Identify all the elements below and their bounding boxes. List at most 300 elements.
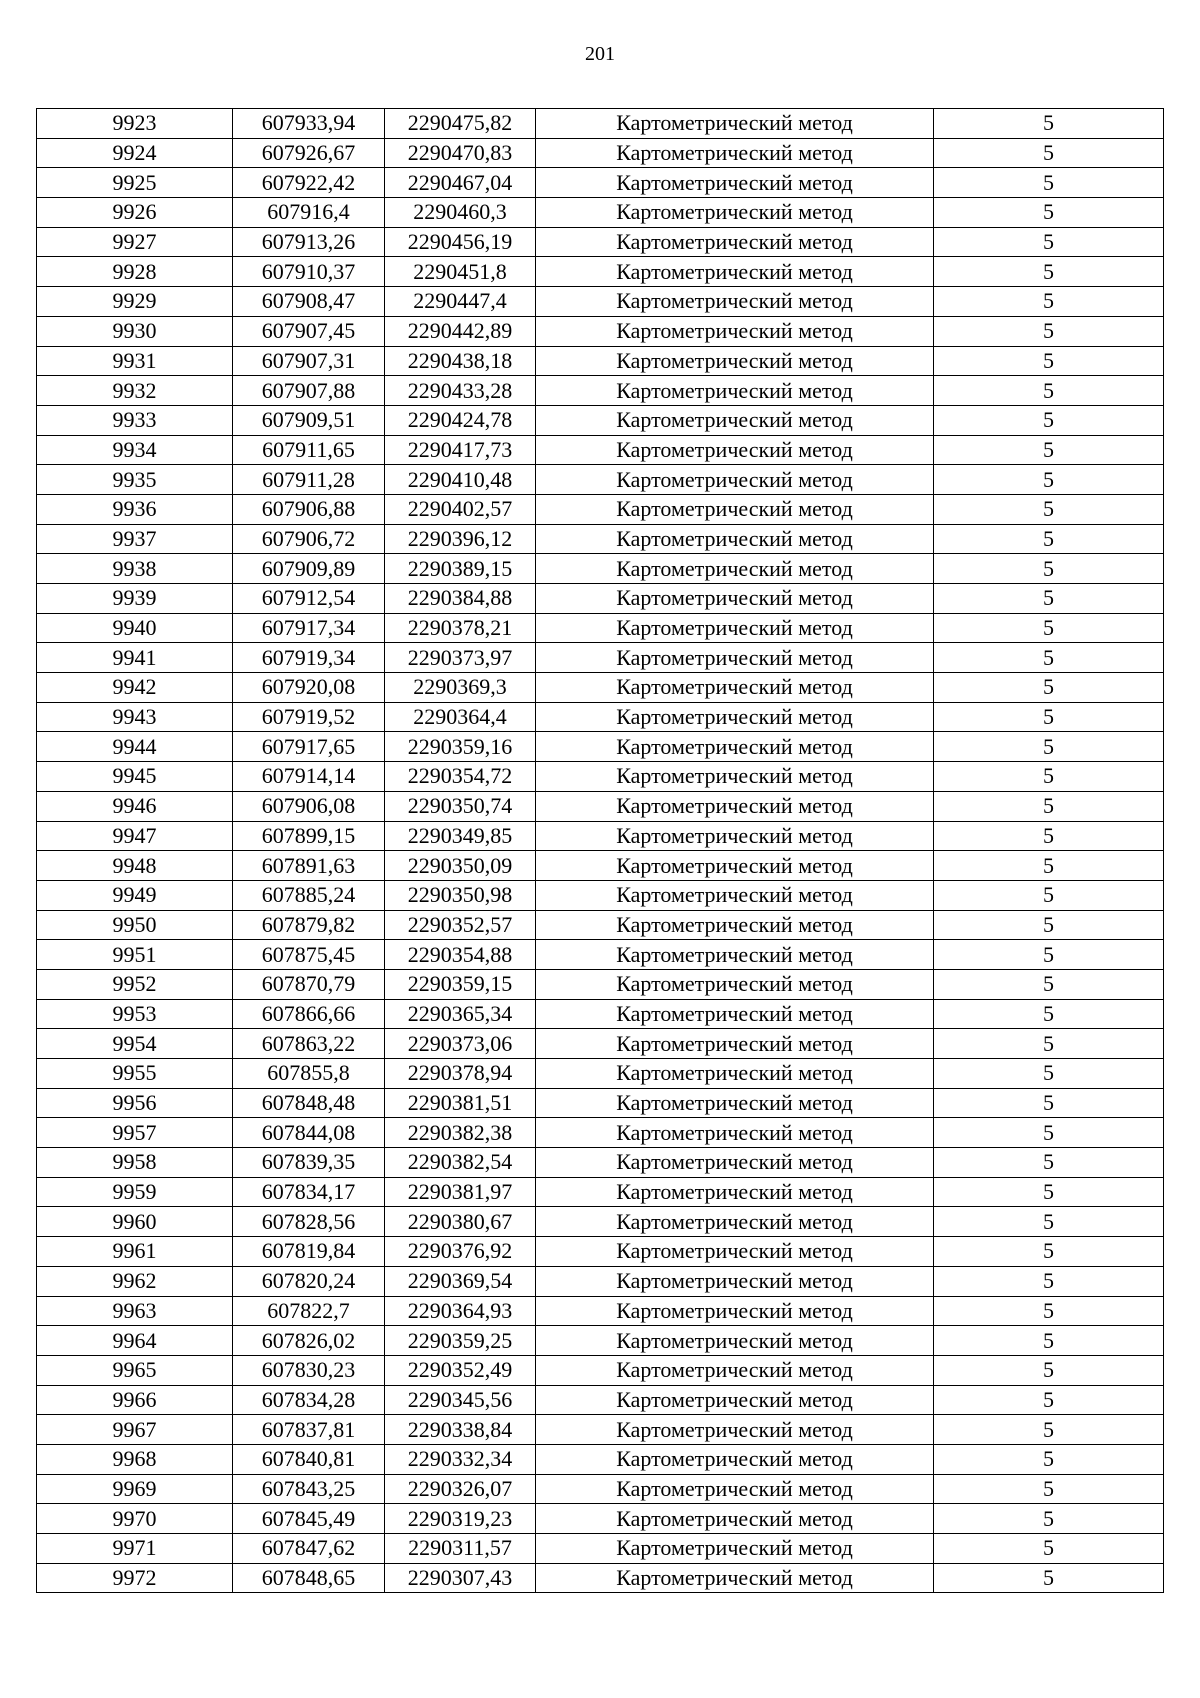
accuracy-cell: 5 <box>934 969 1164 999</box>
table-row <box>37 762 1164 792</box>
accuracy-cell: 5 <box>934 1059 1164 1089</box>
method-cell: Картометрический метод <box>536 1237 934 1267</box>
x-coordinate-cell: 607820,24 <box>233 1266 385 1296</box>
x-coordinate-cell: 607837,81 <box>233 1415 385 1445</box>
x-coordinate-cell: 607913,26 <box>233 227 385 257</box>
y-coordinate-cell: 2290376,92 <box>385 1237 536 1267</box>
y-coordinate-cell: 2290373,06 <box>385 1029 536 1059</box>
method-cell: Картометрический метод <box>536 316 934 346</box>
method-cell: Картометрический метод <box>536 1177 934 1207</box>
method-cell: Картометрический метод <box>536 732 934 762</box>
point-number-cell: 9949 <box>37 880 233 910</box>
y-coordinate-cell: 2290352,57 <box>385 910 536 940</box>
method-cell: Картометрический метод <box>536 1207 934 1237</box>
point-number-cell: 9950 <box>37 910 233 940</box>
x-coordinate-cell: 607926,67 <box>233 138 385 168</box>
point-number-cell: 9936 <box>37 494 233 524</box>
point-number-cell: 9945 <box>37 762 233 792</box>
table-row <box>37 1088 1164 1118</box>
x-coordinate-cell: 607914,14 <box>233 762 385 792</box>
table-row <box>37 940 1164 970</box>
point-number-cell: 9972 <box>37 1563 233 1593</box>
y-coordinate-cell: 2290350,74 <box>385 791 536 821</box>
table-row <box>37 880 1164 910</box>
accuracy-cell: 5 <box>934 435 1164 465</box>
point-number-cell: 9935 <box>37 465 233 495</box>
point-number-cell: 9944 <box>37 732 233 762</box>
point-number-cell: 9923 <box>37 109 233 139</box>
accuracy-cell: 5 <box>934 1237 1164 1267</box>
accuracy-cell: 5 <box>934 762 1164 792</box>
accuracy-cell: 5 <box>934 376 1164 406</box>
y-coordinate-cell: 2290410,48 <box>385 465 536 495</box>
method-cell: Картометрический метод <box>536 673 934 703</box>
y-coordinate-cell: 2290467,04 <box>385 168 536 198</box>
y-coordinate-cell: 2290424,78 <box>385 405 536 435</box>
y-coordinate-cell: 2290311,57 <box>385 1534 536 1564</box>
y-coordinate-cell: 2290456,19 <box>385 227 536 257</box>
table-row <box>37 732 1164 762</box>
method-cell: Картометрический метод <box>536 168 934 198</box>
x-coordinate-cell: 607906,88 <box>233 494 385 524</box>
accuracy-cell: 5 <box>934 791 1164 821</box>
point-number-cell: 9942 <box>37 673 233 703</box>
method-cell: Картометрический метод <box>536 1059 934 1089</box>
accuracy-cell: 5 <box>934 880 1164 910</box>
point-number-cell: 9931 <box>37 346 233 376</box>
x-coordinate-cell: 607912,54 <box>233 584 385 614</box>
y-coordinate-cell: 2290364,4 <box>385 702 536 732</box>
y-coordinate-cell: 2290447,4 <box>385 287 536 317</box>
point-number-cell: 9953 <box>37 999 233 1029</box>
x-coordinate-cell: 607907,31 <box>233 346 385 376</box>
x-coordinate-cell: 607839,35 <box>233 1148 385 1178</box>
accuracy-cell: 5 <box>934 198 1164 228</box>
method-cell: Картометрический метод <box>536 1266 934 1296</box>
method-cell: Картометрический метод <box>536 405 934 435</box>
table-row <box>37 376 1164 406</box>
y-coordinate-cell: 2290373,97 <box>385 643 536 673</box>
table-row <box>37 1444 1164 1474</box>
y-coordinate-cell: 2290396,12 <box>385 524 536 554</box>
x-coordinate-cell: 607834,17 <box>233 1177 385 1207</box>
x-coordinate-cell: 607819,84 <box>233 1237 385 1267</box>
x-coordinate-cell: 607826,02 <box>233 1326 385 1356</box>
y-coordinate-cell: 2290338,84 <box>385 1415 536 1445</box>
point-number-cell: 9928 <box>37 257 233 287</box>
table-row <box>37 198 1164 228</box>
x-coordinate-cell: 607917,34 <box>233 613 385 643</box>
accuracy-cell: 5 <box>934 1355 1164 1385</box>
y-coordinate-cell: 2290378,21 <box>385 613 536 643</box>
accuracy-cell: 5 <box>934 554 1164 584</box>
y-coordinate-cell: 2290380,67 <box>385 1207 536 1237</box>
point-number-cell: 9970 <box>37 1504 233 1534</box>
accuracy-cell: 5 <box>934 316 1164 346</box>
table-row <box>37 969 1164 999</box>
method-cell: Картометрический метод <box>536 1385 934 1415</box>
method-cell: Картометрический метод <box>536 969 934 999</box>
accuracy-cell: 5 <box>934 465 1164 495</box>
x-coordinate-cell: 607855,8 <box>233 1059 385 1089</box>
x-coordinate-cell: 607863,22 <box>233 1029 385 1059</box>
x-coordinate-cell: 607920,08 <box>233 673 385 703</box>
point-number-cell: 9967 <box>37 1415 233 1445</box>
x-coordinate-cell: 607911,28 <box>233 465 385 495</box>
y-coordinate-cell: 2290378,94 <box>385 1059 536 1089</box>
table-row <box>37 1296 1164 1326</box>
y-coordinate-cell: 2290417,73 <box>385 435 536 465</box>
accuracy-cell: 5 <box>934 1534 1164 1564</box>
point-number-cell: 9951 <box>37 940 233 970</box>
point-number-cell: 9968 <box>37 1444 233 1474</box>
x-coordinate-cell: 607848,65 <box>233 1563 385 1593</box>
method-cell: Картометрический метод <box>536 1029 934 1059</box>
x-coordinate-cell: 607908,47 <box>233 287 385 317</box>
y-coordinate-cell: 2290438,18 <box>385 346 536 376</box>
point-number-cell: 9952 <box>37 969 233 999</box>
method-cell: Картометрический метод <box>536 1088 934 1118</box>
accuracy-cell: 5 <box>934 1148 1164 1178</box>
accuracy-cell: 5 <box>934 257 1164 287</box>
x-coordinate-cell: 607840,81 <box>233 1444 385 1474</box>
method-cell: Картометрический метод <box>536 940 934 970</box>
accuracy-cell: 5 <box>934 1385 1164 1415</box>
method-cell: Картометрический метод <box>536 524 934 554</box>
method-cell: Картометрический метод <box>536 1355 934 1385</box>
method-cell: Картометрический метод <box>536 1563 934 1593</box>
table-row <box>37 643 1164 673</box>
accuracy-cell: 5 <box>934 613 1164 643</box>
table-row <box>37 168 1164 198</box>
accuracy-cell: 5 <box>934 494 1164 524</box>
table-row <box>37 1266 1164 1296</box>
point-number-cell: 9958 <box>37 1148 233 1178</box>
table-row <box>37 257 1164 287</box>
accuracy-cell: 5 <box>934 405 1164 435</box>
x-coordinate-cell: 607917,65 <box>233 732 385 762</box>
method-cell: Картометрический метод <box>536 1504 934 1534</box>
y-coordinate-cell: 2290350,09 <box>385 851 536 881</box>
point-number-cell: 9955 <box>37 1059 233 1089</box>
y-coordinate-cell: 2290350,98 <box>385 880 536 910</box>
table-row <box>37 851 1164 881</box>
table-row <box>37 1177 1164 1207</box>
method-cell: Картометрический метод <box>536 1296 934 1326</box>
point-number-cell: 9957 <box>37 1118 233 1148</box>
x-coordinate-cell: 607845,49 <box>233 1504 385 1534</box>
y-coordinate-cell: 2290352,49 <box>385 1355 536 1385</box>
point-number-cell: 9937 <box>37 524 233 554</box>
accuracy-cell: 5 <box>934 732 1164 762</box>
point-number-cell: 9948 <box>37 851 233 881</box>
x-coordinate-cell: 607891,63 <box>233 851 385 881</box>
accuracy-cell: 5 <box>934 1088 1164 1118</box>
x-coordinate-cell: 607919,34 <box>233 643 385 673</box>
table-row <box>37 791 1164 821</box>
x-coordinate-cell: 607879,82 <box>233 910 385 940</box>
method-cell: Картометрический метод <box>536 851 934 881</box>
y-coordinate-cell: 2290354,72 <box>385 762 536 792</box>
accuracy-cell: 5 <box>934 1177 1164 1207</box>
table-row <box>37 138 1164 168</box>
page-number: 201 <box>585 43 615 65</box>
y-coordinate-cell: 2290369,3 <box>385 673 536 703</box>
method-cell: Картометрический метод <box>536 1444 934 1474</box>
table-row <box>37 1474 1164 1504</box>
method-cell: Картометрический метод <box>536 494 934 524</box>
table-row <box>37 821 1164 851</box>
method-cell: Картометрический метод <box>536 287 934 317</box>
table-row <box>37 1207 1164 1237</box>
method-cell: Картометрический метод <box>536 346 934 376</box>
table-row <box>37 1563 1164 1593</box>
accuracy-cell: 5 <box>934 643 1164 673</box>
point-number-cell: 9961 <box>37 1237 233 1267</box>
x-coordinate-cell: 607875,45 <box>233 940 385 970</box>
y-coordinate-cell: 2290365,34 <box>385 999 536 1029</box>
x-coordinate-cell: 607916,4 <box>233 198 385 228</box>
point-number-cell: 9965 <box>37 1355 233 1385</box>
table-row <box>37 405 1164 435</box>
y-coordinate-cell: 2290475,82 <box>385 109 536 139</box>
table-row <box>37 227 1164 257</box>
method-cell: Картометрический метод <box>536 1118 934 1148</box>
point-number-cell: 9927 <box>37 227 233 257</box>
y-coordinate-cell: 2290345,56 <box>385 1385 536 1415</box>
x-coordinate-cell: 607933,94 <box>233 109 385 139</box>
accuracy-cell: 5 <box>934 673 1164 703</box>
method-cell: Картометрический метод <box>536 584 934 614</box>
point-number-cell: 9963 <box>37 1296 233 1326</box>
method-cell: Картометрический метод <box>536 1415 934 1445</box>
x-coordinate-cell: 607847,62 <box>233 1534 385 1564</box>
method-cell: Картометрический метод <box>536 1326 934 1356</box>
table-row <box>37 1355 1164 1385</box>
method-cell: Картометрический метод <box>536 554 934 584</box>
y-coordinate-cell: 2290389,15 <box>385 554 536 584</box>
method-cell: Картометрический метод <box>536 880 934 910</box>
method-cell: Картометрический метод <box>536 257 934 287</box>
point-number-cell: 9925 <box>37 168 233 198</box>
y-coordinate-cell: 2290433,28 <box>385 376 536 406</box>
method-cell: Картометрический метод <box>536 435 934 465</box>
point-number-cell: 9969 <box>37 1474 233 1504</box>
y-coordinate-cell: 2290382,38 <box>385 1118 536 1148</box>
method-cell: Картометрический метод <box>536 376 934 406</box>
accuracy-cell: 5 <box>934 1504 1164 1534</box>
y-coordinate-cell: 2290332,34 <box>385 1444 536 1474</box>
x-coordinate-cell: 607919,52 <box>233 702 385 732</box>
x-coordinate-cell: 607909,51 <box>233 405 385 435</box>
method-cell: Картометрический метод <box>536 198 934 228</box>
table-row <box>37 1534 1164 1564</box>
table-row <box>37 1326 1164 1356</box>
y-coordinate-cell: 2290359,15 <box>385 969 536 999</box>
y-coordinate-cell: 2290326,07 <box>385 1474 536 1504</box>
accuracy-cell: 5 <box>934 1207 1164 1237</box>
x-coordinate-cell: 607907,88 <box>233 376 385 406</box>
x-coordinate-cell: 607866,66 <box>233 999 385 1029</box>
table-row <box>37 1385 1164 1415</box>
y-coordinate-cell: 2290470,83 <box>385 138 536 168</box>
method-cell: Картометрический метод <box>536 999 934 1029</box>
accuracy-cell: 5 <box>934 1326 1164 1356</box>
x-coordinate-cell: 607870,79 <box>233 969 385 999</box>
table-row <box>37 1148 1164 1178</box>
accuracy-cell: 5 <box>934 287 1164 317</box>
accuracy-cell: 5 <box>934 821 1164 851</box>
table-row <box>37 1059 1164 1089</box>
accuracy-cell: 5 <box>934 346 1164 376</box>
table-row <box>37 673 1164 703</box>
table-row <box>37 494 1164 524</box>
y-coordinate-cell: 2290381,51 <box>385 1088 536 1118</box>
point-number-cell: 9956 <box>37 1088 233 1118</box>
x-coordinate-cell: 607885,24 <box>233 880 385 910</box>
y-coordinate-cell: 2290384,88 <box>385 584 536 614</box>
y-coordinate-cell: 2290460,3 <box>385 198 536 228</box>
table-row <box>37 346 1164 376</box>
accuracy-cell: 5 <box>934 109 1164 139</box>
y-coordinate-cell: 2290369,54 <box>385 1266 536 1296</box>
point-number-cell: 9938 <box>37 554 233 584</box>
method-cell: Картометрический метод <box>536 227 934 257</box>
y-coordinate-cell: 2290359,25 <box>385 1326 536 1356</box>
y-coordinate-cell: 2290349,85 <box>385 821 536 851</box>
y-coordinate-cell: 2290451,8 <box>385 257 536 287</box>
point-number-cell: 9941 <box>37 643 233 673</box>
y-coordinate-cell: 2290354,88 <box>385 940 536 970</box>
accuracy-cell: 5 <box>934 702 1164 732</box>
y-coordinate-cell: 2290382,54 <box>385 1148 536 1178</box>
method-cell: Картометрический метод <box>536 613 934 643</box>
accuracy-cell: 5 <box>934 1474 1164 1504</box>
accuracy-cell: 5 <box>934 940 1164 970</box>
point-number-cell: 9954 <box>37 1029 233 1059</box>
accuracy-cell: 5 <box>934 1563 1164 1593</box>
accuracy-cell: 5 <box>934 1029 1164 1059</box>
table-row <box>37 287 1164 317</box>
accuracy-cell: 5 <box>934 851 1164 881</box>
point-number-cell: 9924 <box>37 138 233 168</box>
accuracy-cell: 5 <box>934 1118 1164 1148</box>
accuracy-cell: 5 <box>934 138 1164 168</box>
y-coordinate-cell: 2290381,97 <box>385 1177 536 1207</box>
x-coordinate-cell: 607922,42 <box>233 168 385 198</box>
point-number-cell: 9926 <box>37 198 233 228</box>
x-coordinate-cell: 607844,08 <box>233 1118 385 1148</box>
table-row <box>37 910 1164 940</box>
method-cell: Картометрический метод <box>536 138 934 168</box>
point-number-cell: 9933 <box>37 405 233 435</box>
x-coordinate-cell: 607834,28 <box>233 1385 385 1415</box>
table-row <box>37 1415 1164 1445</box>
x-coordinate-cell: 607828,56 <box>233 1207 385 1237</box>
accuracy-cell: 5 <box>934 999 1164 1029</box>
x-coordinate-cell: 607907,45 <box>233 316 385 346</box>
x-coordinate-cell: 607910,37 <box>233 257 385 287</box>
accuracy-cell: 5 <box>934 227 1164 257</box>
point-number-cell: 9971 <box>37 1534 233 1564</box>
x-coordinate-cell: 607906,72 <box>233 524 385 554</box>
y-coordinate-cell: 2290319,23 <box>385 1504 536 1534</box>
table-row <box>37 613 1164 643</box>
method-cell: Картометрический метод <box>536 702 934 732</box>
x-coordinate-cell: 607911,65 <box>233 435 385 465</box>
method-cell: Картометрический метод <box>536 1534 934 1564</box>
coordinates-table <box>36 108 1164 1593</box>
y-coordinate-cell: 2290442,89 <box>385 316 536 346</box>
point-number-cell: 9929 <box>37 287 233 317</box>
point-number-cell: 9959 <box>37 1177 233 1207</box>
table-row <box>37 316 1164 346</box>
accuracy-cell: 5 <box>934 1266 1164 1296</box>
table-row <box>37 524 1164 554</box>
accuracy-cell: 5 <box>934 1415 1164 1445</box>
accuracy-cell: 5 <box>934 524 1164 554</box>
accuracy-cell: 5 <box>934 584 1164 614</box>
point-number-cell: 9964 <box>37 1326 233 1356</box>
point-number-cell: 9960 <box>37 1207 233 1237</box>
table-row <box>37 584 1164 614</box>
point-number-cell: 9947 <box>37 821 233 851</box>
point-number-cell: 9934 <box>37 435 233 465</box>
method-cell: Картометрический метод <box>536 465 934 495</box>
method-cell: Картометрический метод <box>536 762 934 792</box>
accuracy-cell: 5 <box>934 168 1164 198</box>
table-row <box>37 435 1164 465</box>
point-number-cell: 9940 <box>37 613 233 643</box>
point-number-cell: 9943 <box>37 702 233 732</box>
coordinates-table-body <box>37 109 1164 1593</box>
method-cell: Картометрический метод <box>536 109 934 139</box>
accuracy-cell: 5 <box>934 1296 1164 1326</box>
table-row <box>37 1029 1164 1059</box>
x-coordinate-cell: 607909,89 <box>233 554 385 584</box>
method-cell: Картометрический метод <box>536 1474 934 1504</box>
point-number-cell: 9932 <box>37 376 233 406</box>
table-row <box>37 702 1164 732</box>
x-coordinate-cell: 607848,48 <box>233 1088 385 1118</box>
method-cell: Картометрический метод <box>536 910 934 940</box>
x-coordinate-cell: 607830,23 <box>233 1355 385 1385</box>
method-cell: Картометрический метод <box>536 1148 934 1178</box>
accuracy-cell: 5 <box>934 1444 1164 1474</box>
table-row <box>37 1504 1164 1534</box>
x-coordinate-cell: 607906,08 <box>233 791 385 821</box>
x-coordinate-cell: 607899,15 <box>233 821 385 851</box>
method-cell: Картометрический метод <box>536 821 934 851</box>
table-row <box>37 999 1164 1029</box>
point-number-cell: 9962 <box>37 1266 233 1296</box>
y-coordinate-cell: 2290402,57 <box>385 494 536 524</box>
point-number-cell: 9939 <box>37 584 233 614</box>
y-coordinate-cell: 2290307,43 <box>385 1563 536 1593</box>
y-coordinate-cell: 2290359,16 <box>385 732 536 762</box>
table-row <box>37 554 1164 584</box>
table-row <box>37 109 1164 139</box>
point-number-cell: 9946 <box>37 791 233 821</box>
accuracy-cell: 5 <box>934 910 1164 940</box>
x-coordinate-cell: 607822,7 <box>233 1296 385 1326</box>
point-number-cell: 9930 <box>37 316 233 346</box>
table-row <box>37 465 1164 495</box>
table-row <box>37 1237 1164 1267</box>
y-coordinate-cell: 2290364,93 <box>385 1296 536 1326</box>
method-cell: Картометрический метод <box>536 791 934 821</box>
point-number-cell: 9966 <box>37 1385 233 1415</box>
